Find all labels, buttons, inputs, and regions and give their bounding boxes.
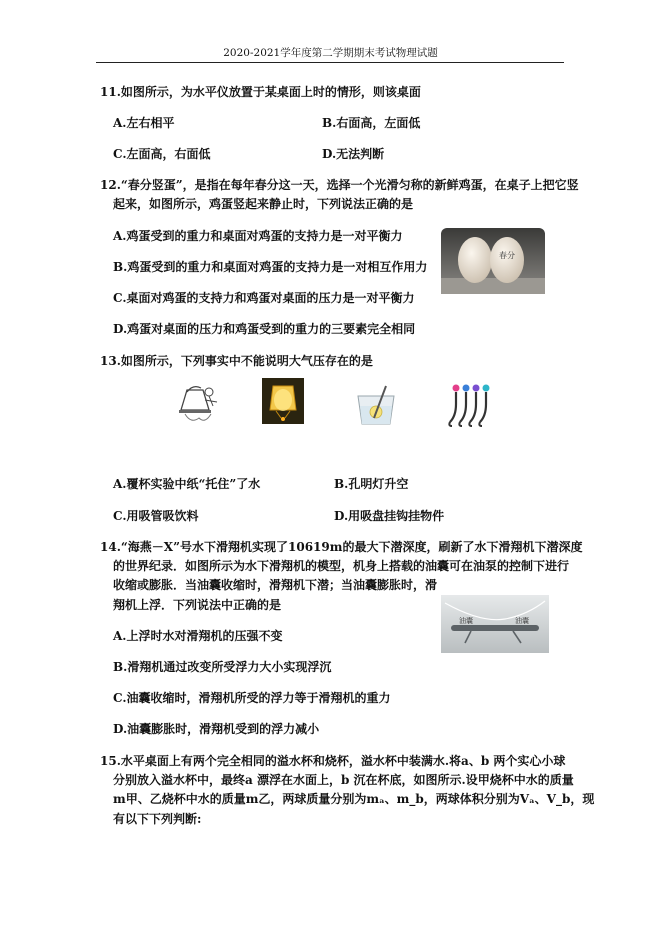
egg-left: [458, 237, 492, 283]
glider-label-left: 油囊: [459, 617, 473, 625]
q14-stem-line1: 14.“海燕－X”号水下滑翔机实现了10619m的最大下潜深度，刷新了水下滑翔机下潜深度: [100, 540, 583, 554]
q12-option-c: C.桌面对鸡蛋的支持力和鸡蛋对桌面的压力是一对平衡力: [113, 291, 415, 305]
q12-stem-line1: 12.“春分竖蛋”，是指在每年春分这一天，选择一个光滑匀称的新鲜鸡蛋，在桌子上把它竖: [100, 178, 579, 192]
q12-option-d: D.鸡蛋对桌面的压力和鸡蛋受到的重力的三要素完全相同: [113, 322, 416, 336]
kongming-lantern-image: [262, 378, 304, 424]
page-header: 2020-2021学年度第二学期期末考试物理试题: [223, 47, 438, 59]
q14-stem-line4: 翔机上浮．下列说法中正确的是: [113, 598, 282, 612]
q13-option-a: A.覆杯实验中纸“托住”了水: [113, 477, 261, 491]
egg-label: 春分: [499, 251, 515, 260]
q15-stem-line4: 有以下下列判断:: [113, 812, 202, 826]
q15-stem-line1: 15.水平桌面上有两个完全相同的溢水杯和烧杯，溢水杯中装满水.将a、b 两个实心小球: [100, 754, 566, 768]
inverted-cup-experiment-image: [173, 380, 225, 428]
q13-option-c: C.用吸管吸饮料: [113, 509, 199, 523]
standing-eggs-photo: [441, 228, 545, 294]
q13-stem: 13.如图所示，下列事实中不能说明大气压存在的是: [100, 354, 373, 368]
header-divider: [96, 62, 564, 63]
q14-stem-line2: 的世界纪录．如图所示为水下滑翔机的模型，机身上搭载的油囊可在油泵的控制下进行: [113, 559, 570, 573]
q14-stem-line3: 收缩或膨胀．当油囊收缩时，滑翔机下潜；当油囊膨胀时，滑: [113, 578, 438, 592]
underwater-glider-image: [441, 595, 549, 653]
q14-option-a: A.上浮时水对滑翔机的压强不变: [113, 629, 283, 643]
q11-option-a: A.左右相平: [113, 116, 175, 130]
q12-stem-line2: 起来，如图所示，鸡蛋竖起来静止时，下列说法正确的是: [113, 197, 414, 211]
q12-option-a: A.鸡蛋受到的重力和桌面对鸡蛋的支持力是一对平衡力: [113, 229, 403, 243]
drinking-straw-image: [352, 384, 400, 428]
q12-option-b: B.鸡蛋受到的重力和桌面对鸡蛋的支持力是一对相互作用力: [113, 260, 428, 274]
q11-option-b: B.右面高，左面低: [322, 116, 421, 130]
q13-option-b: B.孔明灯升空: [334, 477, 409, 491]
suction-cup-hooks-image: [446, 382, 496, 428]
glider-label-right: 油囊: [515, 617, 529, 625]
q15-stem-line3: m甲、乙烧杯中水的质量m乙，两球质量分别为mₐ、m_b，两球体积分别为Vₐ、V_b，现: [113, 792, 595, 806]
q11-stem: 11.如图所示，为水平仪放置于某桌面上时的情形，则该桌面: [100, 85, 421, 99]
q14-option-d: D.油囊膨胀时，滑翔机受到的浮力减小: [113, 722, 320, 736]
q11-option-c: C.左面高，右面低: [113, 147, 211, 161]
q13-option-d: D.用吸盘挂钩挂物件: [334, 509, 445, 523]
egg-right: [490, 237, 524, 283]
q15-stem-line2: 分别放入溢水杯中，最终a 漂浮在水面上，b 沉在杯底，如图所示.设甲烧杯中水的质量: [113, 773, 574, 787]
q14-option-b: B.滑翔机通过改变所受浮力大小实现浮沉: [113, 660, 332, 674]
q11-option-d: D.无法判断: [322, 147, 385, 161]
q14-option-c: C.油囊收缩时，滑翔机所受的浮力等于滑翔机的重力: [113, 691, 391, 705]
